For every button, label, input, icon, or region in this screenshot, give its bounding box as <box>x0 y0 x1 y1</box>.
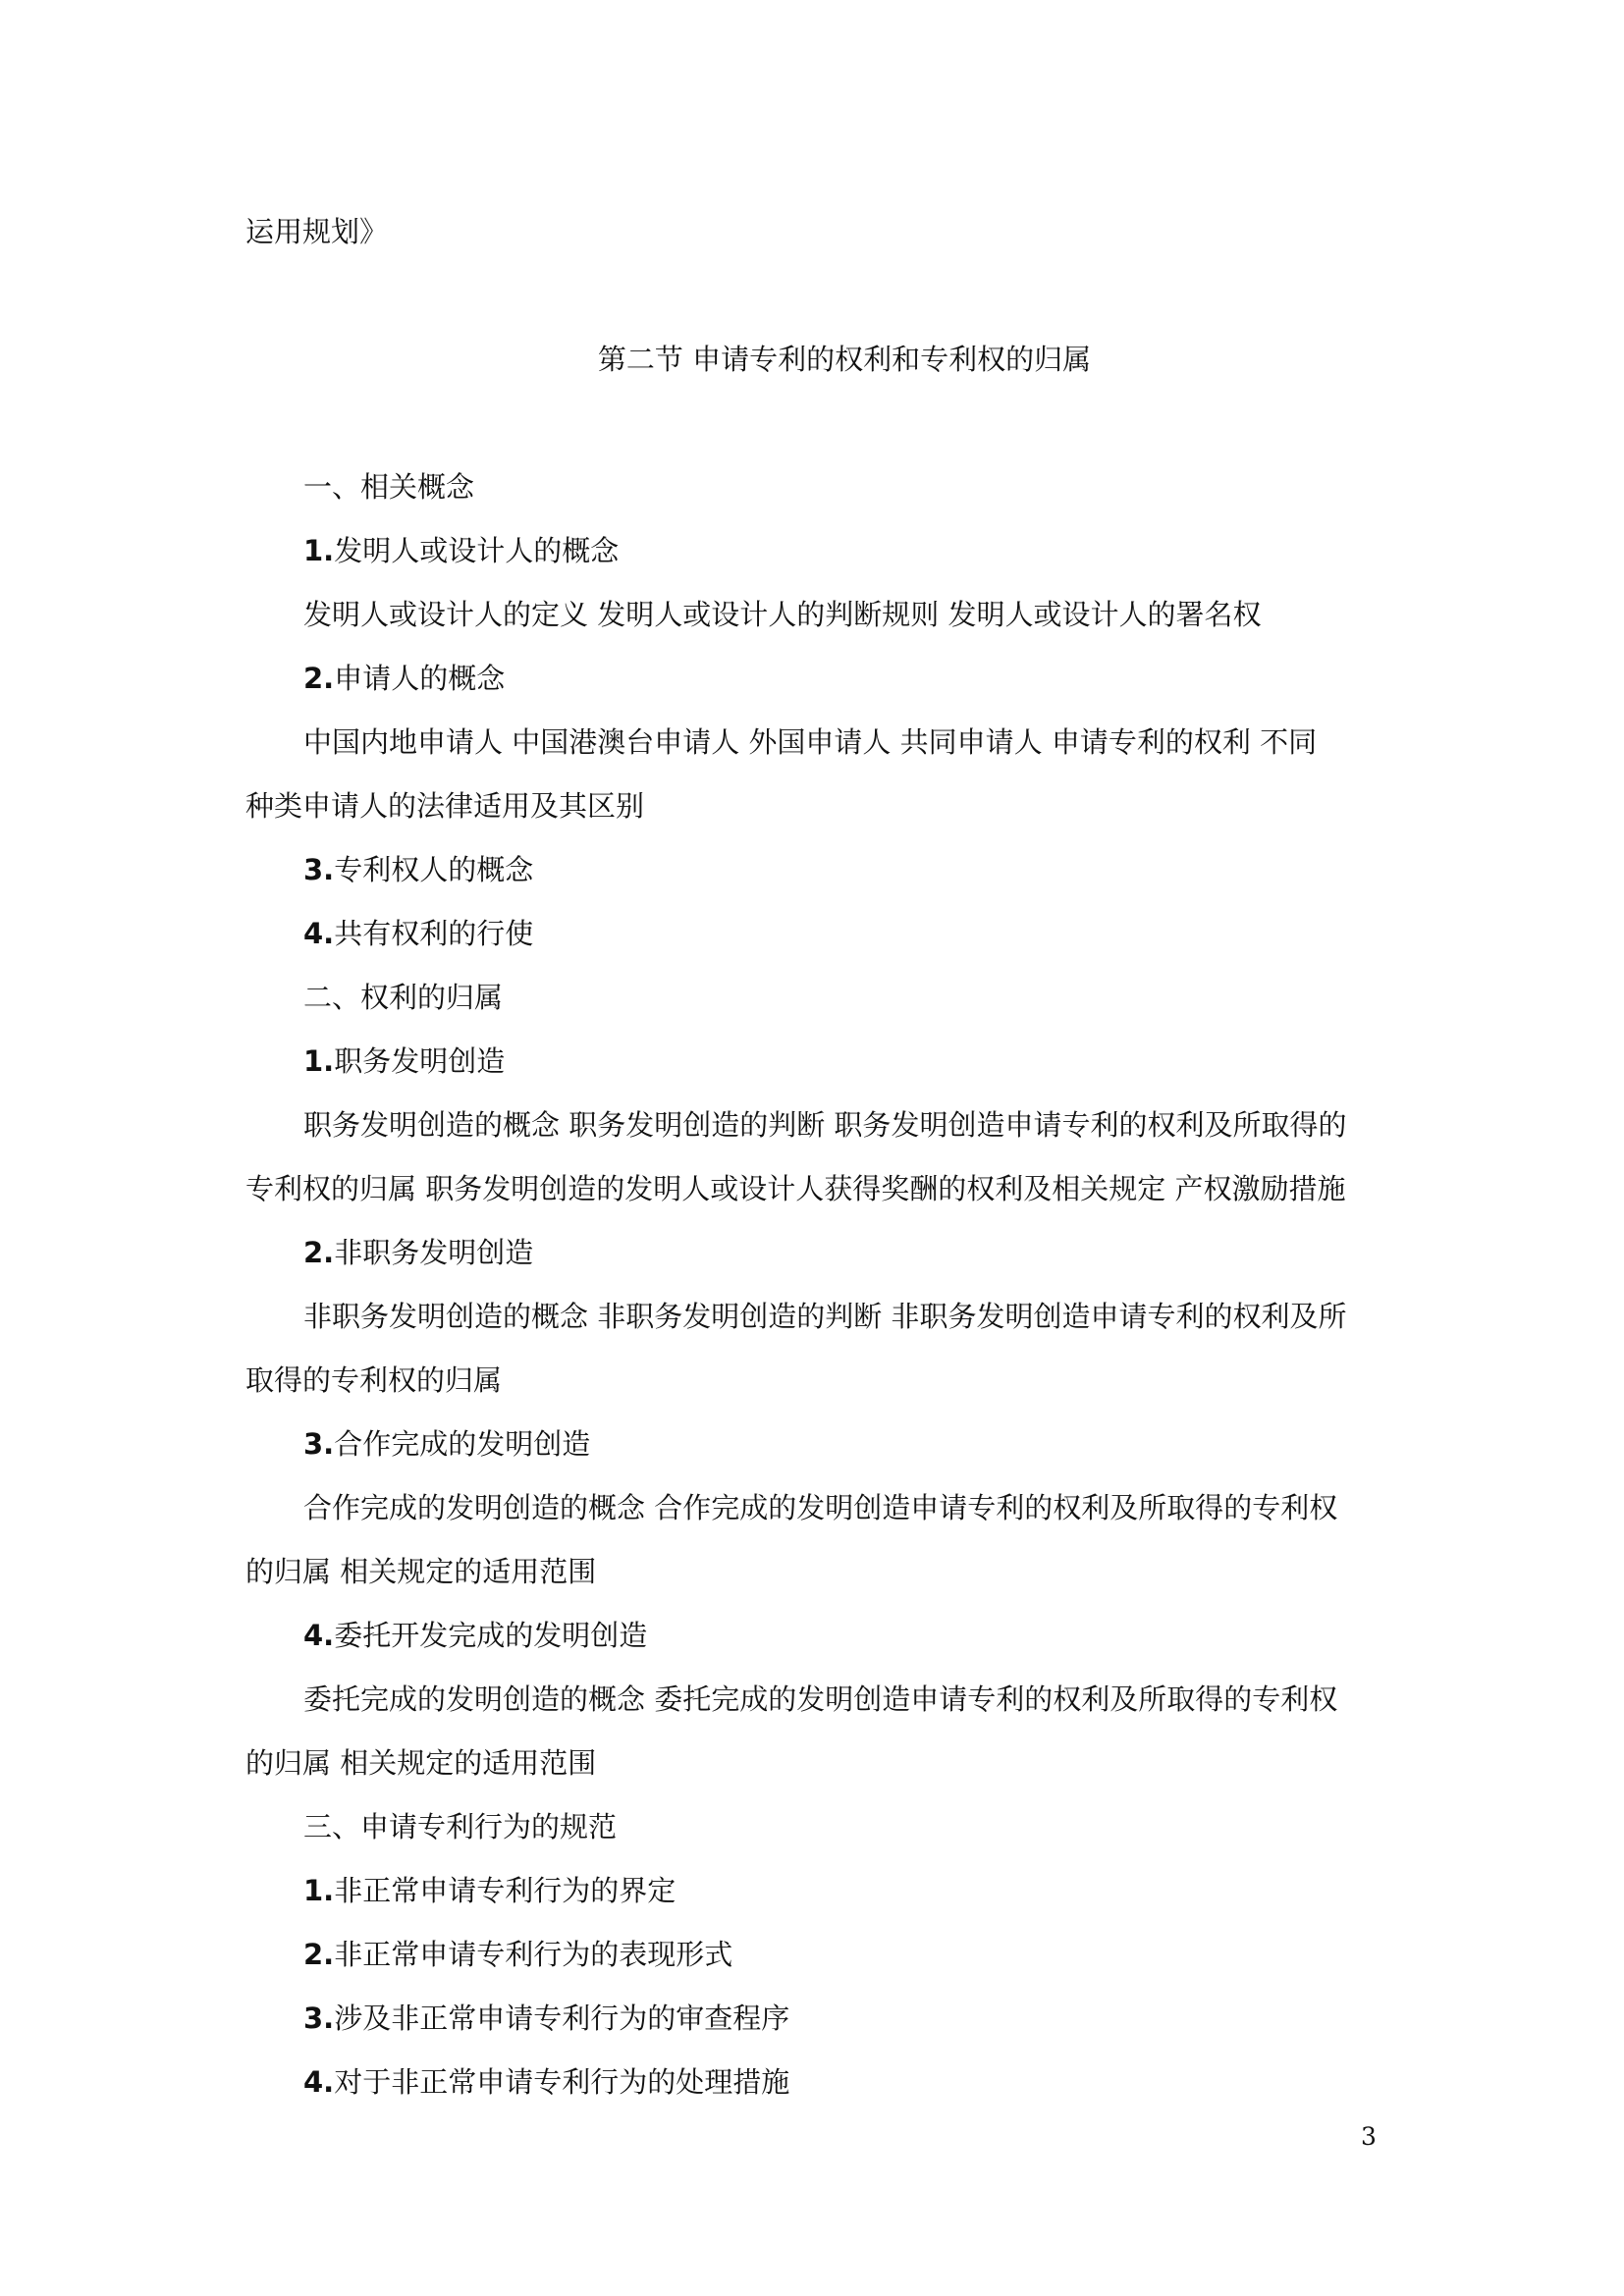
item-title: 专利权人的概念 <box>334 853 534 886</box>
item-title: 非职务发明创造 <box>334 1236 534 1269</box>
item-number: 3. <box>303 2002 335 2035</box>
item-title: 发明人或设计人的概念 <box>334 534 620 567</box>
item-title: 涉及非正常申请专利行为的审查程序 <box>334 2002 790 2035</box>
part2-item4-body-line2: 的归属 相关规定的适用范围 <box>245 1746 597 1780</box>
part2-item2-heading <box>303 1233 533 1272</box>
item-title: 委托开发完成的发明创造 <box>334 1619 648 1652</box>
part1-item2-heading <box>303 659 505 698</box>
part1-item1-heading <box>303 531 619 570</box>
part2-item2-body-line2: 取得的专利权的归属 <box>245 1363 503 1397</box>
item-number: 4. <box>303 1619 335 1652</box>
item-number: 1. <box>303 534 335 567</box>
part2-heading: 二、权利的归属 <box>303 981 504 1014</box>
part2-item1-body-line2: 专利权的归属 职务发明创造的发明人或设计人获得奖酬的权利及相关规定 产权激励措施 <box>245 1172 1346 1205</box>
part1-heading: 一、相关概念 <box>303 470 475 504</box>
item-number: 4. <box>303 2065 335 2099</box>
part3-item3-heading <box>303 1999 789 2038</box>
item-title: 共有权利的行使 <box>334 917 534 950</box>
part3-heading: 三、申请专利行为的规范 <box>303 1810 618 1843</box>
item-title: 对于非正常申请专利行为的处理措施 <box>334 2065 790 2099</box>
item-number: 4. <box>303 917 335 950</box>
part2-item3-body-line1: 合作完成的发明创造的概念 合作完成的发明创造申请专利的权利及所取得的专利权 <box>303 1491 1338 1524</box>
item-title: 合作完成的发明创造 <box>334 1427 591 1461</box>
part2-item4-heading <box>303 1616 647 1655</box>
continuation-text: 运用规划》 <box>245 215 389 248</box>
item-title: 职务发明创造 <box>334 1044 506 1078</box>
page-number: 3 <box>1361 2122 1377 2151</box>
part3-item4-heading <box>303 2062 789 2102</box>
part2-item3-heading <box>303 1424 590 1464</box>
item-title: 申请人的概念 <box>334 662 506 695</box>
part2-item1-heading <box>303 1041 505 1081</box>
part2-item4-body-line1: 委托完成的发明创造的概念 委托完成的发明创造申请专利的权利及所取得的专利权 <box>303 1682 1338 1716</box>
item-number: 1. <box>303 1874 335 1907</box>
section-title: 第二节 申请专利的权利和专利权的归属 <box>597 343 1092 376</box>
item-number: 3. <box>303 1427 335 1461</box>
item-number: 2. <box>303 662 335 695</box>
part2-item3-body-line2: 的归属 相关规定的适用范围 <box>245 1555 597 1588</box>
part3-item1-heading <box>303 1871 676 1910</box>
item-number: 2. <box>303 1938 335 1971</box>
item-title: 非正常申请专利行为的界定 <box>334 1874 677 1907</box>
part2-item1-body-line1: 职务发明创造的概念 职务发明创造的判断 职务发明创造申请专利的权利及所取得的 <box>303 1108 1347 1142</box>
item-title: 非正常申请专利行为的表现形式 <box>334 1938 733 1971</box>
part1-item3-heading <box>303 850 533 889</box>
part1-item2-body-line2: 种类申请人的法律适用及其区别 <box>245 789 645 823</box>
item-number: 3. <box>303 853 335 886</box>
item-number: 2. <box>303 1236 335 1269</box>
part1-item1-body: 发明人或设计人的定义 发明人或设计人的判断规则 发明人或设计人的署名权 <box>303 598 1262 631</box>
part2-item2-body-line1: 非职务发明创造的概念 非职务发明创造的判断 非职务发明创造申请专利的权利及所 <box>303 1300 1347 1333</box>
part1-item4-heading <box>303 914 533 953</box>
part3-item2-heading <box>303 1935 732 1974</box>
item-number: 1. <box>303 1044 335 1078</box>
part1-item2-body-line1: 中国内地申请人 中国港澳台申请人 外国申请人 共同申请人 申请专利的权利 不同 <box>303 725 1318 759</box>
